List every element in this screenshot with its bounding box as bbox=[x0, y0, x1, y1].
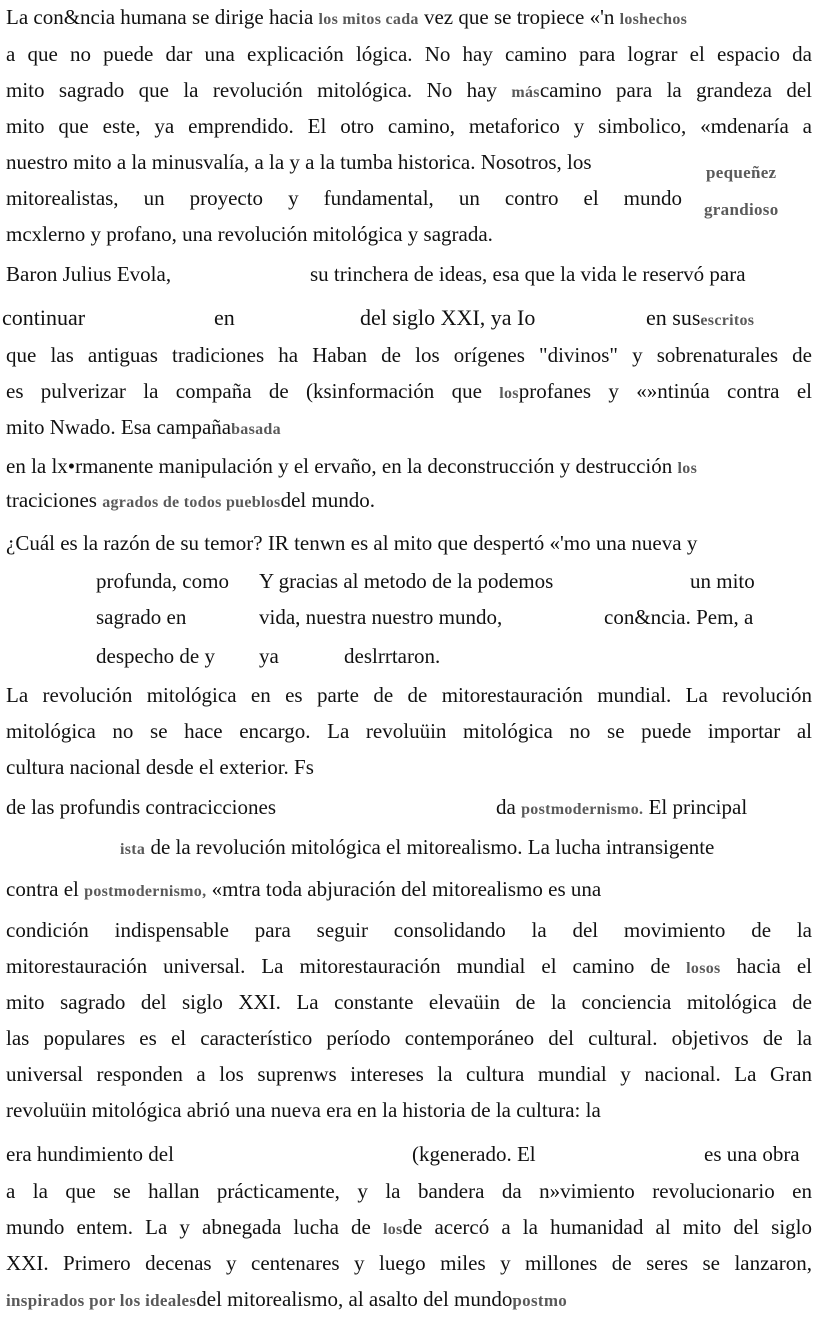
p3-line-2-c: un mito bbox=[690, 569, 755, 593]
p4-line-8: mitorestauración universal. La mitorestauración mundial el camino de losos hacia el bbox=[6, 954, 812, 978]
p5-line-3: mundo entem. La y abnegada lucha de losde acercó a la humanidad al mito del siglo bbox=[6, 1215, 813, 1239]
p1-line-5: nuestro mito a la minusvalía, a la y a la tumba historica. Nosotros, los bbox=[6, 150, 592, 174]
p4-line-4-left: de las profundis contracicciones bbox=[6, 795, 276, 819]
p4-line-6: contra el postmodernismo, «mtra toda abjuración del mitorealismo es una bbox=[6, 877, 602, 901]
p3-line-4-c: deslrrtaron. bbox=[344, 644, 441, 668]
p5-line-1-c: es una obra bbox=[704, 1142, 800, 1166]
p2-line-6: en la lx•rmanente manipulación y el ervaño, en la deconstrucción y destrucción los bbox=[6, 454, 698, 478]
margin-word-grandioso: grandioso bbox=[704, 200, 779, 219]
p3-line-4-b: ya bbox=[259, 644, 279, 668]
p3-line-3-b: vida, nuestra nuestro mundo, bbox=[259, 605, 503, 629]
p4-line-9: mito sagrado del siglo XXI. La constante elevaüin de la conciencia mitológica de bbox=[6, 990, 812, 1014]
p2-line-7: traciciones agrados de todos pueblosdel mundo. bbox=[6, 488, 376, 512]
p2-line-5: mito Nwado. Esa campañabasada bbox=[6, 415, 281, 439]
p3-line-2-b: Y gracias al metodo de la podemos bbox=[259, 569, 554, 593]
p1-line-3: mito sagrado que la revolución mitológica. No hay máscamino para la grandeza del bbox=[6, 78, 812, 102]
p4-line-11: universal responden a los suprenws intereses la cultura mundial y nacional. La Gran bbox=[6, 1062, 812, 1086]
p3-line-4-a: despecho de y bbox=[96, 644, 215, 668]
p5-line-4: XXI. Primero decenas y centenares y luego miles y millones de seres se lanzaron, bbox=[6, 1251, 812, 1275]
p3-line-1: ¿Cuál es la razón de su temor? IR tenwn es al mito que despertó «'mo una nueva y bbox=[6, 531, 698, 555]
p1-line-6: mitorealistas, un proyecto y fundamental, un contro el mundo bbox=[6, 186, 682, 210]
p1-line-2: a que no puede dar una explicación lógica. No hay camino para lograr el espacio da bbox=[6, 42, 812, 66]
p4-line-7: condición indispensable para seguir consolidando la del movimiento de la bbox=[6, 918, 812, 942]
p2-line-2-d: en susescritos bbox=[646, 305, 755, 330]
p4-line-4-right: da postmodernismo. El principal bbox=[496, 795, 748, 819]
p5-line-2: a la que se hallan prácticamente, y la bandera da n»vimiento revolucionario en bbox=[6, 1179, 812, 1203]
p4-line-5: ista de la revolución mitológica el mitorealismo. La lucha intransigente bbox=[120, 835, 715, 859]
p2-line-4: es pulverizar la compaña de (ksinformación que losprofanes y «»ntinúa contra el bbox=[6, 379, 812, 403]
p1-line-1: La con&ncia humana se dirige hacia los mitos cada vez que se tropiece «'n loshechos bbox=[6, 5, 688, 29]
p2-line-1-right: su trinchera de ideas, esa que la vida le reservó para bbox=[310, 262, 746, 286]
p2-line-2-b: en bbox=[214, 305, 235, 330]
p5-line-1-a: era hundimiento del bbox=[6, 1142, 174, 1166]
p2-line-1-left: Baron Julius Evola, bbox=[6, 262, 172, 286]
p2-line-2-c: del siglo XXI, ya Io bbox=[360, 305, 536, 330]
p4-line-12: revoluüin mitológica abrió una nueva era en la historia de la cultura: la bbox=[6, 1098, 601, 1122]
p4-line-10: las populares es el característico período contemporáneo del cultural. objetivos de la bbox=[6, 1026, 812, 1050]
p3-line-3-a: sagrado en bbox=[96, 605, 187, 629]
p1-line-4: mito que este, ya emprendido. El otro camino, metaforico y simbolico, «mdenaría a bbox=[6, 114, 812, 138]
p3-line-3-c: con&ncia. Pem, a bbox=[604, 605, 754, 629]
p4-line-2: mitológica no se hace encargo. La revoluüin mitológica no se puede importar al bbox=[6, 719, 812, 743]
p2-line-3: que las antiguas tradiciones ha Haban de los orígenes "divinos" y sobrenaturales de bbox=[6, 343, 812, 367]
p4-line-3: cultura nacional desde el exterior. Fs bbox=[6, 755, 314, 779]
margin-word-pequenez: pequeñez bbox=[706, 163, 777, 182]
p5-line-1-b: (kgenerado. El bbox=[412, 1142, 536, 1166]
p4-line-1: La revolución mitológica en es parte de de mitorestauración mundial. La revolución bbox=[6, 683, 812, 707]
p1-line-7: mcxlerno y profano, una revolución mitológica y sagrada. bbox=[6, 222, 493, 246]
p3-line-2-a: profunda, como bbox=[96, 569, 229, 593]
p2-line-2-a: continuar bbox=[2, 305, 86, 330]
p5-line-5: inspirados por los idealesdel mitorealismo, al asalto del mundopostmo bbox=[6, 1287, 568, 1311]
